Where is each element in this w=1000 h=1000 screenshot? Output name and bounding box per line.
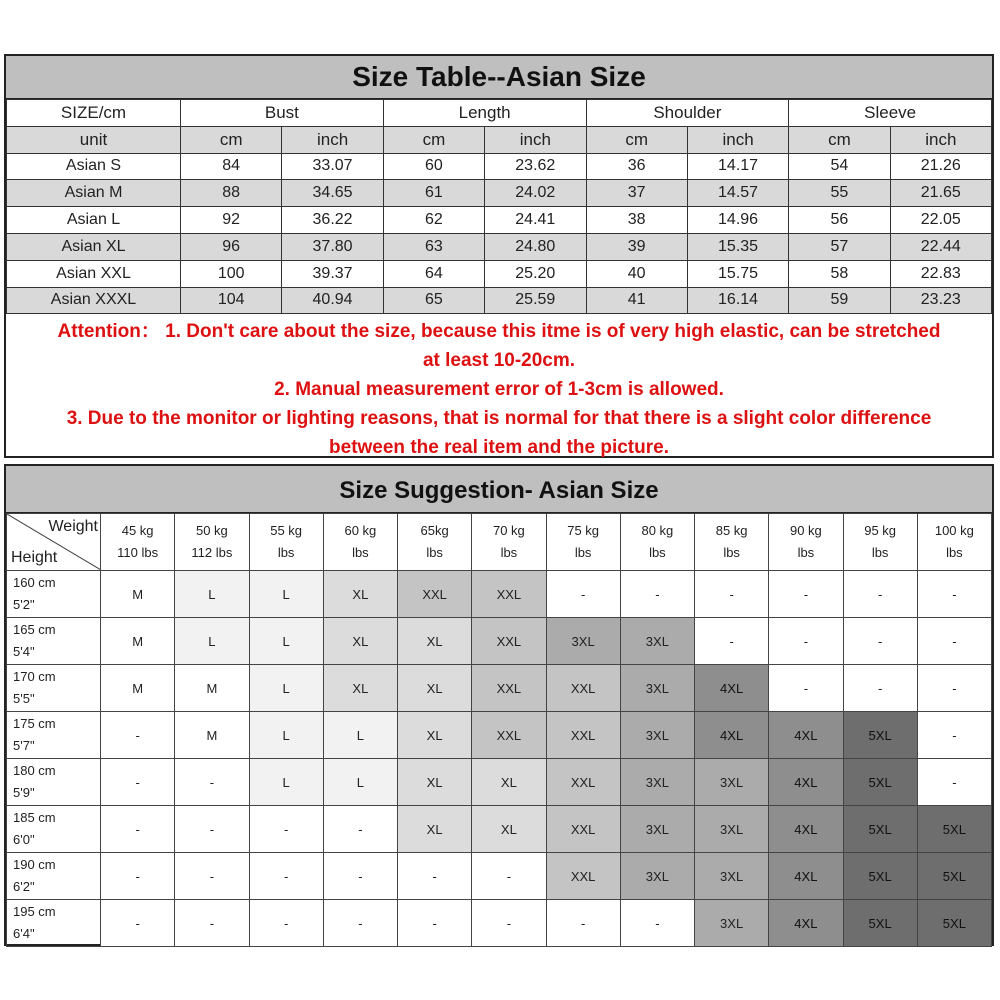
size-suggestion-cell: L [323, 759, 397, 806]
size-suggestion-cell: XXL [546, 712, 620, 759]
size-suggestion-cell: 5XL [843, 806, 917, 853]
weight-lbs: lbs [352, 545, 369, 560]
measurement-cell: 104 [181, 287, 282, 314]
height-cm: 170 cm [13, 669, 56, 684]
size-suggestion-cell: - [917, 618, 991, 665]
size-table-unit-cell: cm [383, 126, 484, 153]
size-table-unit-cell: inch [282, 126, 383, 153]
size-suggestion-cell: - [843, 571, 917, 618]
measurement-cell: 63 [383, 233, 484, 260]
weight-lbs: lbs [871, 545, 889, 560]
size-suggestion-cell: - [101, 712, 175, 759]
size-suggestion-cell: - [249, 806, 323, 853]
size-table-panel [4, 54, 994, 458]
weight-kg: 70 kg [492, 523, 525, 538]
size-suggestion-cell: XXL [472, 571, 546, 618]
size-suggestion-cell: 5XL [917, 853, 991, 900]
size-suggestion-cell: - [249, 853, 323, 900]
measurement-cell: 39 [586, 233, 687, 260]
size-table [6, 99, 992, 314]
size-suggestion-cell: 4XL [769, 806, 843, 853]
table-row [7, 853, 992, 900]
measurement-cell: 36.22 [282, 207, 383, 234]
size-suggestion-cell: - [620, 571, 694, 618]
attention-line-1: Attention： 1. Don't care about the size, because this itme is of very high elastic, can be stretched [57, 321, 941, 343]
height-cell [7, 759, 101, 806]
size-suggestion-cell: XL [472, 806, 546, 853]
weight-kg: 45 kg [121, 523, 154, 538]
size-suggestion-cell: - [843, 665, 917, 712]
weight-header-cell [398, 514, 472, 571]
measurement-cell: 14.96 [687, 207, 788, 234]
size-suggestion-cell: M [175, 712, 249, 759]
measurement-cell: 40 [586, 260, 687, 287]
weight-lbs: lbs [723, 545, 740, 560]
height-ft: 5'4" [13, 644, 35, 659]
size-suggestion-cell: M [175, 665, 249, 712]
measurement-cell: 58 [789, 260, 890, 287]
height-ft: 6'4" [13, 926, 35, 941]
measurement-cell: 100 [181, 260, 282, 287]
size-suggestion-cell: 4XL [769, 759, 843, 806]
table-row [7, 712, 992, 759]
size-suggestion-panel [4, 464, 994, 946]
size-suggestion-cell: M [101, 665, 175, 712]
size-suggestion-cell: L [249, 712, 323, 759]
size-suggestion-cell: 3XL [620, 759, 694, 806]
size-suggestion-cell: 3XL [620, 618, 694, 665]
size-table-unit-cell: inch [485, 126, 586, 153]
size-table-header-cell: SIZE/cm [7, 100, 181, 127]
measurement-cell: 40.94 [282, 287, 383, 314]
measurement-cell: 39.37 [282, 260, 383, 287]
measurement-cell: 15.35 [687, 233, 788, 260]
size-suggestion-table [6, 513, 992, 947]
size-suggestion-cell: - [175, 759, 249, 806]
size-label-cell: Asian XXXL [7, 287, 181, 314]
size-suggestion-cell: - [101, 759, 175, 806]
height-label: Height [11, 549, 58, 566]
size-suggestion-cell: - [323, 900, 397, 947]
size-suggestion-cell: - [249, 900, 323, 947]
weight-header-cell [323, 514, 397, 571]
weight-lbs: lbs [277, 545, 295, 560]
measurement-cell: 57 [789, 233, 890, 260]
measurement-cell: 55 [789, 180, 890, 207]
weight-kg: 100 kg [934, 523, 974, 538]
weight-header-cell [249, 514, 323, 571]
height-cell [7, 712, 101, 759]
height-cm: 190 cm [13, 857, 56, 872]
measurement-cell: 22.44 [890, 233, 991, 260]
size-suggestion-cell: XXL [398, 571, 472, 618]
table-row [7, 571, 992, 618]
attention-line-2: at least 10-20cm. [422, 350, 576, 372]
size-suggestion-cell: - [175, 900, 249, 947]
weight-kg: 95 kg [864, 523, 897, 538]
height-ft: 6'0" [13, 832, 35, 847]
size-label-cell: Asian XXL [7, 260, 181, 287]
size-label-cell: Asian L [7, 207, 181, 234]
weight-header-cell [101, 514, 175, 571]
size-suggestion-cell: - [917, 759, 991, 806]
size-suggestion-cell: L [249, 665, 323, 712]
size-suggestion-cell: - [917, 571, 991, 618]
size-suggestion-cell: 3XL [546, 618, 620, 665]
height-cm: 195 cm [13, 904, 56, 919]
table-row [7, 233, 992, 260]
size-suggestion-cell: L [323, 712, 397, 759]
size-suggestion-cell: XL [398, 759, 472, 806]
size-suggestion-cell: - [472, 853, 546, 900]
size-suggestion-cell: 4XL [769, 853, 843, 900]
size-suggestion-cell: XL [323, 665, 397, 712]
weight-header-cell [769, 514, 843, 571]
weight-header-cell [620, 514, 694, 571]
measurement-cell: 84 [181, 153, 282, 180]
measurement-cell: 22.83 [890, 260, 991, 287]
measurement-cell: 24.80 [485, 233, 586, 260]
table-row [7, 618, 992, 665]
measurement-cell: 23.62 [485, 153, 586, 180]
weight-header-cell [175, 514, 249, 571]
size-table-title: Size Table--Asian Size [6, 56, 992, 99]
size-suggestion-cell: - [917, 712, 991, 759]
size-table-unit-cell: inch [687, 126, 788, 153]
size-suggestion-cell: 3XL [620, 806, 694, 853]
measurement-cell: 65 [383, 287, 484, 314]
table-row [7, 180, 992, 207]
size-suggestion-cell: XXL [546, 759, 620, 806]
attention-line-4: 3. Due to the monitor or lighting reasons, that is normal for that there is a slight color difference [66, 408, 932, 430]
weight-header-cell [472, 514, 546, 571]
size-suggestion-cell: 5XL [843, 712, 917, 759]
size-suggestion-cell: XL [398, 806, 472, 853]
height-cm: 180 cm [13, 763, 56, 778]
measurement-cell: 92 [181, 207, 282, 234]
measurement-cell: 36 [586, 153, 687, 180]
size-suggestion-cell: - [101, 853, 175, 900]
height-ft: 5'7" [13, 738, 35, 753]
weight-header-cell [843, 514, 917, 571]
measurement-cell: 25.59 [485, 287, 586, 314]
size-suggestion-cell: L [175, 618, 249, 665]
size-table-header-cell: Sleeve [789, 100, 992, 127]
size-suggestion-cell: XXL [472, 712, 546, 759]
height-cell [7, 665, 101, 712]
measurement-cell: 25.20 [485, 260, 586, 287]
measurement-cell: 16.14 [687, 287, 788, 314]
size-suggestion-cell: XL [398, 665, 472, 712]
size-suggestion-cell: XL [472, 759, 546, 806]
size-label-cell: Asian M [7, 180, 181, 207]
measurement-cell: 62 [383, 207, 484, 234]
size-suggestion-cell: - [398, 853, 472, 900]
height-cm: 160 cm [13, 575, 56, 590]
weight-lbs: lbs [946, 545, 963, 560]
weight-lbs: lbs [797, 545, 815, 560]
size-suggestion-cell: 3XL [695, 853, 769, 900]
table-row [7, 153, 992, 180]
weight-kg: 60 kg [344, 523, 377, 538]
measurement-cell: 14.57 [687, 180, 788, 207]
size-suggestion-cell: 4XL [769, 900, 843, 947]
size-suggestion-cell: 4XL [695, 712, 769, 759]
size-table-header-cell: Shoulder [586, 100, 789, 127]
measurement-cell: 38 [586, 207, 687, 234]
table-row [7, 287, 992, 314]
weight-lbs: lbs [574, 545, 592, 560]
size-suggestion-cell: XXL [472, 618, 546, 665]
size-suggestion-cell: 5XL [843, 759, 917, 806]
size-suggestion-cell: 3XL [695, 759, 769, 806]
weight-kg: 50 kg [195, 523, 228, 538]
measurement-cell: 37 [586, 180, 687, 207]
size-suggestion-cell: 3XL [695, 900, 769, 947]
measurement-cell: 37.80 [282, 233, 383, 260]
size-table-header-cell: Bust [181, 100, 384, 127]
attention-line-3: 2. Manual measurement error of 1-3cm is allowed. [274, 379, 724, 401]
measurement-cell: 21.65 [890, 180, 991, 207]
size-suggestion-cell: XXL [546, 853, 620, 900]
weight-label: Weight [48, 518, 98, 535]
size-suggestion-cell: - [695, 571, 769, 618]
size-suggestion-cell: XXL [546, 806, 620, 853]
height-ft: 5'9" [13, 785, 35, 800]
height-cell [7, 618, 101, 665]
table-row [7, 665, 992, 712]
height-cell [7, 571, 101, 618]
weight-header-cell [546, 514, 620, 571]
table-row [7, 806, 992, 853]
weight-kg: 65kg [420, 523, 449, 538]
measurement-cell: 33.07 [282, 153, 383, 180]
size-table-unit-cell: cm [181, 126, 282, 153]
size-suggestion-cell: - [101, 900, 175, 947]
measurement-cell: 22.05 [890, 207, 991, 234]
measurement-cell: 23.23 [890, 287, 991, 314]
size-suggestion-cell: - [546, 900, 620, 947]
size-suggestion-cell: - [695, 618, 769, 665]
measurement-cell: 60 [383, 153, 484, 180]
size-suggestion-cell: - [472, 900, 546, 947]
size-table-unit-cell: cm [789, 126, 890, 153]
size-suggestion-cell: - [620, 900, 694, 947]
weight-header-cell [695, 514, 769, 571]
height-cm: 165 cm [13, 622, 56, 637]
size-table-unit-cell: inch [890, 126, 991, 153]
weight-lbs: lbs [500, 545, 518, 560]
height-ft: 5'5" [13, 691, 35, 706]
size-suggestion-cell: 3XL [620, 665, 694, 712]
size-label-cell: Asian S [7, 153, 181, 180]
table-row [7, 260, 992, 287]
measurement-cell: 54 [789, 153, 890, 180]
size-suggestion-cell: L [249, 571, 323, 618]
measurement-cell: 88 [181, 180, 282, 207]
size-suggestion-cell: - [323, 853, 397, 900]
size-suggestion-cell: XL [323, 571, 397, 618]
size-table-unit-cell: unit [7, 126, 181, 153]
measurement-cell: 96 [181, 233, 282, 260]
size-table-header-row [7, 100, 992, 127]
measurement-cell: 61 [383, 180, 484, 207]
size-suggestion-cell: - [843, 618, 917, 665]
size-suggestion-cell: - [546, 571, 620, 618]
size-suggestion-cell: 5XL [917, 806, 991, 853]
size-table-unit-row [7, 126, 992, 153]
size-suggestion-cell: 5XL [917, 900, 991, 947]
size-suggestion-cell: 4XL [695, 665, 769, 712]
size-suggestion-cell: L [249, 618, 323, 665]
size-table-header-cell: Length [383, 100, 586, 127]
size-suggestion-cell: - [175, 806, 249, 853]
size-suggestion-cell: M [101, 571, 175, 618]
weight-header-row [7, 514, 992, 571]
size-suggestion-cell: - [323, 806, 397, 853]
measurement-cell: 21.26 [890, 153, 991, 180]
measurement-cell: 41 [586, 287, 687, 314]
weight-lbs: 112 lbs [191, 545, 233, 560]
size-suggestion-cell: - [101, 806, 175, 853]
size-suggestion-cell: 3XL [620, 853, 694, 900]
measurement-cell: 64 [383, 260, 484, 287]
size-suggestion-cell: - [175, 853, 249, 900]
weight-lbs: lbs [649, 545, 666, 560]
weight-lbs: 110 lbs [117, 545, 159, 560]
height-ft: 6'2" [13, 879, 35, 894]
height-cell [7, 806, 101, 853]
size-suggestion-cell: - [769, 665, 843, 712]
size-suggestion-cell: 3XL [620, 712, 694, 759]
measurement-cell: 24.02 [485, 180, 586, 207]
weight-kg: 90 kg [789, 523, 822, 538]
table-row [7, 207, 992, 234]
size-suggestion-cell: L [249, 759, 323, 806]
measurement-cell: 34.65 [282, 180, 383, 207]
measurement-cell: 56 [789, 207, 890, 234]
weight-kg: 75 kg [567, 523, 600, 538]
size-suggestion-cell: 4XL [769, 712, 843, 759]
size-suggestion-cell: XXL [546, 665, 620, 712]
size-table-unit-cell: cm [586, 126, 687, 153]
weight-kg: 80 kg [641, 523, 674, 538]
weight-lbs: lbs [426, 545, 443, 560]
height-cell [7, 853, 101, 900]
height-cm: 175 cm [13, 716, 56, 731]
size-suggestion-cell: XL [398, 618, 472, 665]
weight-height-corner [7, 514, 101, 571]
weight-kg: 55 kg [270, 523, 303, 538]
attention-line-5: between the real item and the picture. [329, 437, 669, 459]
measurement-cell: 15.75 [687, 260, 788, 287]
size-suggestion-cell: - [769, 618, 843, 665]
size-suggestion-cell: XXL [472, 665, 546, 712]
size-suggestion-cell: - [917, 665, 991, 712]
size-suggestion-cell: 3XL [695, 806, 769, 853]
height-cm: 185 cm [13, 810, 56, 825]
table-row [7, 759, 992, 806]
table-row [7, 900, 992, 947]
size-label-cell: Asian XL [7, 233, 181, 260]
size-suggestion-title: Size Suggestion- Asian Size [6, 466, 992, 513]
measurement-cell: 59 [789, 287, 890, 314]
size-suggestion-cell: - [398, 900, 472, 947]
weight-kg: 85 kg [715, 523, 748, 538]
measurement-cell: 14.17 [687, 153, 788, 180]
height-ft: 5'2" [13, 597, 35, 612]
size-suggestion-cell: XL [398, 712, 472, 759]
size-suggestion-cell: XL [323, 618, 397, 665]
size-suggestion-cell: L [175, 571, 249, 618]
size-suggestion-cell: 5XL [843, 900, 917, 947]
measurement-cell: 24.41 [485, 207, 586, 234]
size-suggestion-cell: M [101, 618, 175, 665]
attention-notes [6, 314, 992, 462]
height-cell [7, 900, 101, 947]
weight-header-cell [917, 514, 991, 571]
size-suggestion-cell: 5XL [843, 853, 917, 900]
size-suggestion-cell: - [769, 571, 843, 618]
